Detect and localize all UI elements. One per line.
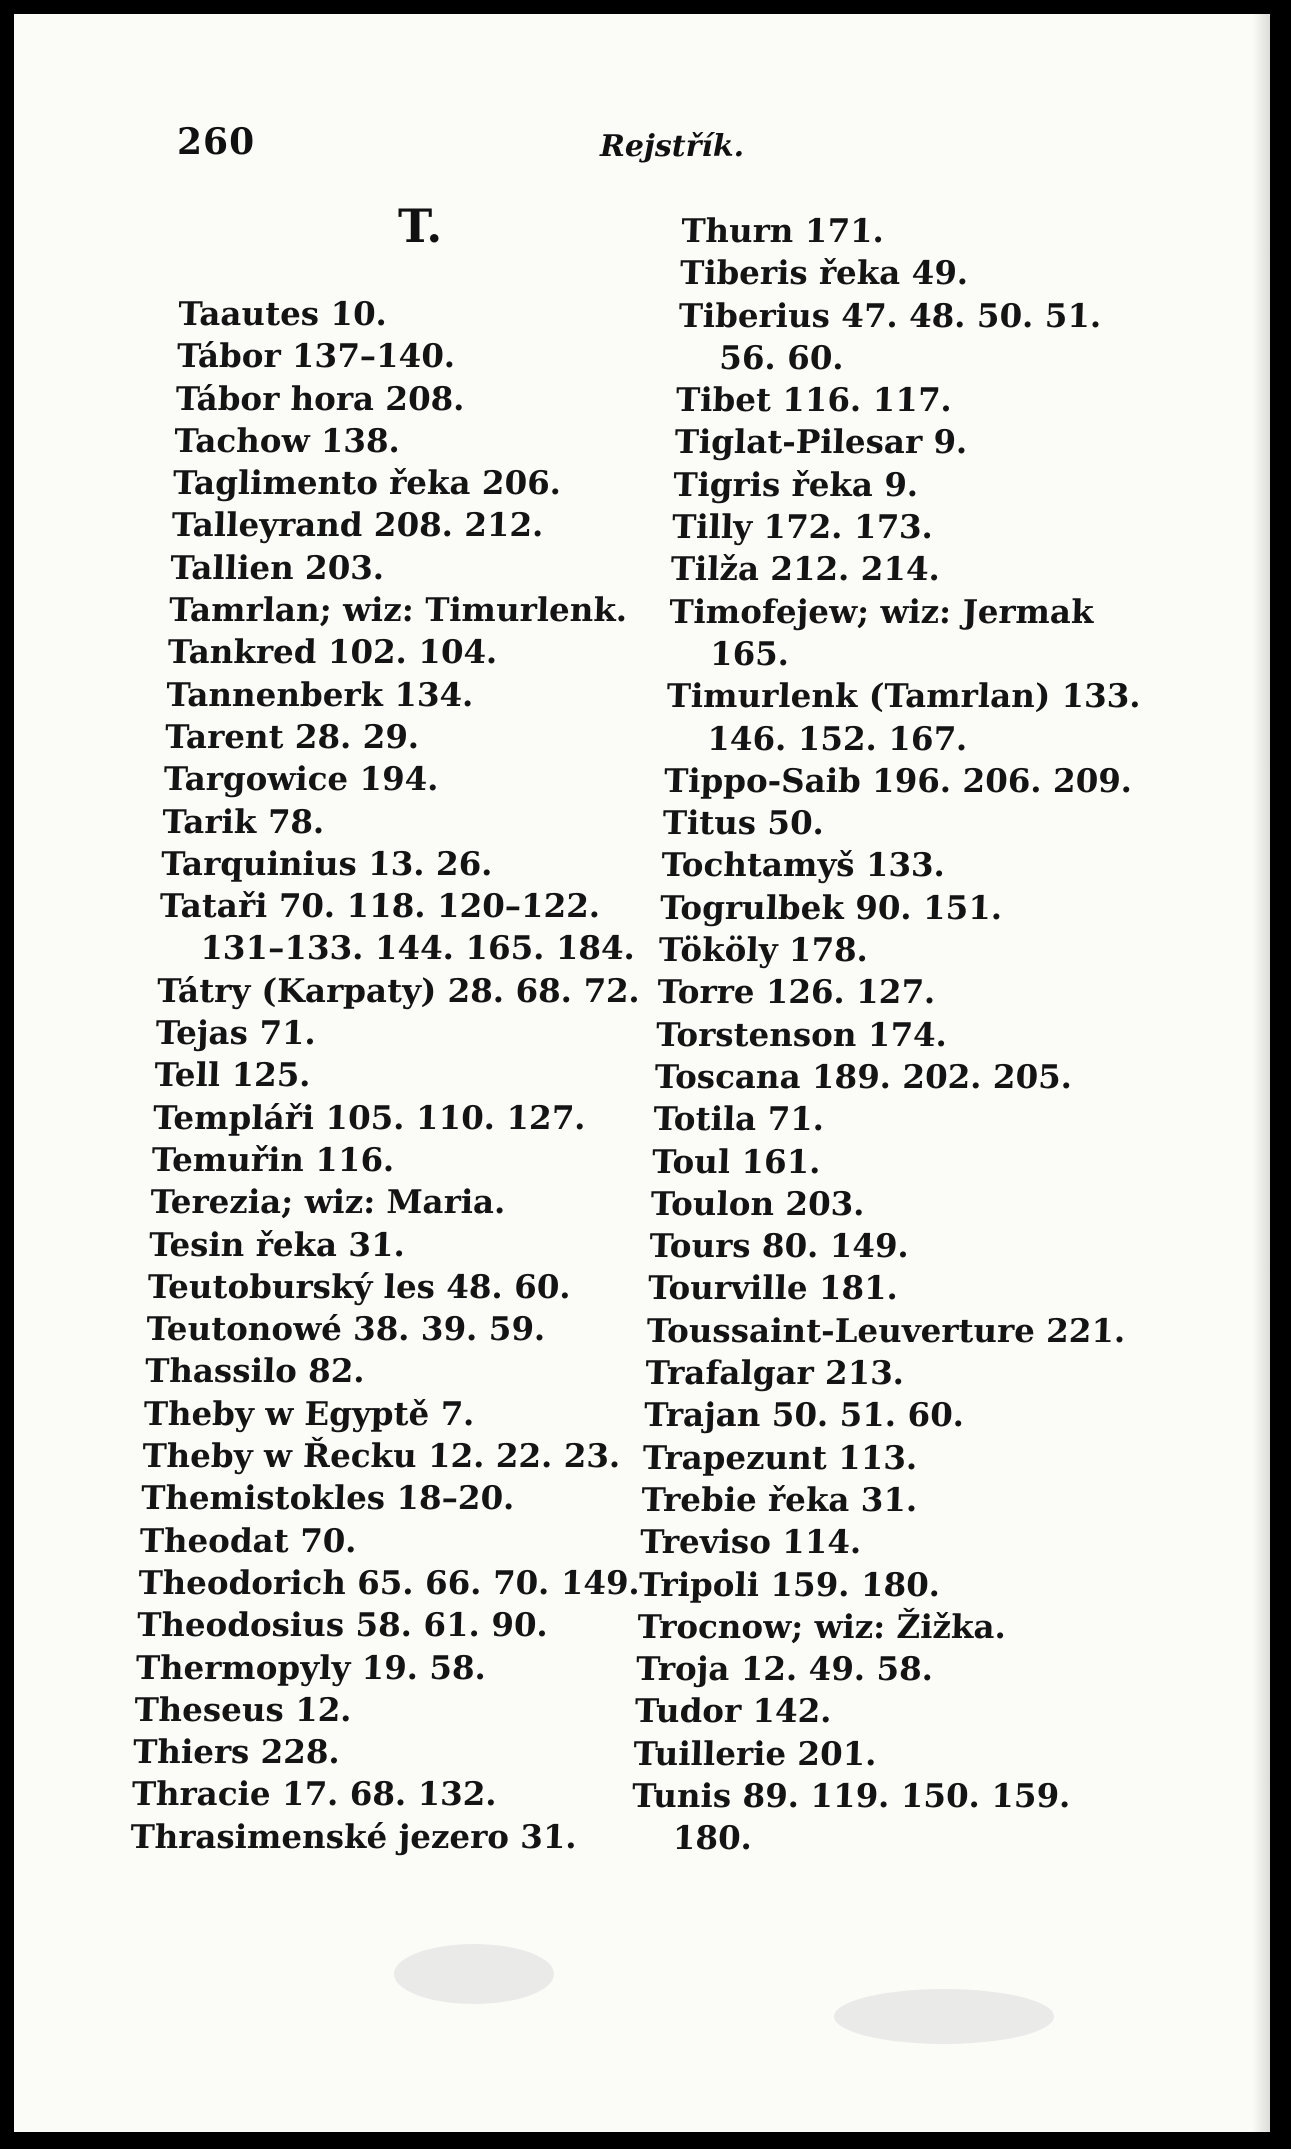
paper-smudge xyxy=(394,1944,554,2004)
index-entry: Tököly 178. xyxy=(658,930,869,970)
index-entry: Terezia; wiz: Maria. xyxy=(149,1182,507,1222)
book-page xyxy=(14,14,1270,2132)
index-entry: Teutoburský les 48. 60. xyxy=(147,1266,572,1306)
index-entry: Tudor 142. xyxy=(634,1691,833,1731)
index-entry: Taglimento řeka 206. xyxy=(172,463,562,503)
page-number: 260 xyxy=(177,121,256,163)
index-entry-continuation: 180. xyxy=(672,1818,753,1858)
index-entry: Tiglat-Pilesar 9. xyxy=(674,422,969,462)
index-entry: Temuřin 116. xyxy=(151,1139,396,1179)
index-entry: Tiberius 47. 48. 50. 51. xyxy=(678,295,1103,335)
index-entry: Tippo-Saib 196. 206. 209. xyxy=(663,760,1133,800)
index-entry: Thassilo 82. xyxy=(144,1351,366,1391)
index-entry: Toulon 203. xyxy=(650,1183,866,1223)
index-entry: Torre 126. 127. xyxy=(656,972,937,1012)
index-entry: Tripoli 159. 180. xyxy=(638,1564,941,1604)
paper-smudge xyxy=(834,1989,1054,2044)
index-entry: Tilly 172. 173. xyxy=(671,507,934,547)
index-entry: Talleyrand 208. 212. xyxy=(171,505,545,545)
index-entry: Trafalgar 213. xyxy=(644,1353,905,1393)
index-entry: Toscana 189. 202. 205. xyxy=(654,1056,1073,1096)
index-entry: Trocnow; wiz: Žižka. xyxy=(636,1606,1007,1646)
index-entry: Totila 71. xyxy=(652,1099,825,1139)
index-entry: Themistokles 18–20. xyxy=(140,1478,516,1518)
index-entry: Tourville 181. xyxy=(647,1268,899,1308)
index-entry: Tábor hora 208. xyxy=(175,378,466,418)
index-entry: Thiers 228. xyxy=(132,1732,341,1772)
index-entry: Tigris řeka 9. xyxy=(672,464,919,504)
index-entry: Tankred 102. 104. xyxy=(167,632,499,672)
index-entry: Tuillerie 201. xyxy=(632,1733,878,1773)
index-entry: Templáři 105. 110. 127. xyxy=(152,1097,587,1137)
index-entry: Trebie řeka 31. xyxy=(640,1479,919,1519)
index-column-left xyxy=(130,293,681,1858)
index-entry: Tesin řeka 31. xyxy=(148,1224,406,1264)
index-entry: Trajan 50. 51. 60. xyxy=(643,1395,965,1435)
index-entry: Timofejew; wiz: Jermak xyxy=(668,591,1095,631)
index-entry: Theseus 12. xyxy=(133,1689,353,1729)
index-entry: Tataři 70. 118. 120–122. xyxy=(159,886,601,926)
index-entry: Timurlenk (Tamrlan) 133. xyxy=(666,676,1142,716)
index-entry: Tejas 71. xyxy=(155,1013,317,1053)
index-entry: Trapezunt 113. xyxy=(642,1437,919,1477)
index-entry: Tochtamyš 133. xyxy=(660,845,946,885)
section-letter: T. xyxy=(398,199,443,253)
index-entry: Tiberis řeka 49. xyxy=(679,253,969,293)
index-entry: Tunis 89. 119. 150. 159. xyxy=(631,1775,1072,1815)
index-entry: Tours 80. 149. xyxy=(648,1226,910,1266)
index-entry: Theby w Egyptě 7. xyxy=(143,1393,476,1433)
index-entry: Torstenson 174. xyxy=(655,1014,948,1054)
index-entry: Targowice 194. xyxy=(163,759,440,799)
index-entry-continuation: 131–133. 144. 165. 184. xyxy=(199,928,636,968)
index-entry: Toussaint-Leuverture 221. xyxy=(646,1310,1127,1350)
index-entry: Tibet 116. 117. xyxy=(675,380,953,420)
index-entry: Titus 50. xyxy=(662,803,825,843)
index-entry: Tábor 137–140. xyxy=(176,336,456,376)
index-entry-continuation: 165. xyxy=(709,633,790,673)
index-entry: Toul 161. xyxy=(651,1141,822,1181)
page-edge-shadow xyxy=(1252,14,1270,2132)
index-entry: Thermopyly 19. 58. xyxy=(135,1647,487,1687)
index-entry: Troja 12. 49. 58. xyxy=(635,1649,934,1689)
index-entry: Theodorich 65. 66. 70. 149. xyxy=(137,1562,641,1602)
index-entry: Taautes 10. xyxy=(177,294,388,333)
index-entry: Tell 125. xyxy=(153,1055,312,1095)
index-entry: Tannenberk 134. xyxy=(165,674,475,714)
index-entry-continuation: 56. 60. xyxy=(718,337,845,377)
index-entry: Thrasimenské jezero 31. xyxy=(129,1816,578,1856)
index-entry: Tilža 212. 214. xyxy=(670,549,941,589)
index-entry: Theodat 70. xyxy=(139,1520,358,1560)
index-entry: Togrulbek 90. 151. xyxy=(659,887,1003,927)
index-column-right xyxy=(630,210,1160,1860)
index-entry: Tarent 28. 29. xyxy=(164,716,420,756)
index-entry: Thracie 17. 68. 132. xyxy=(131,1774,498,1814)
index-entry: Tátry (Karpaty) 28. 68. 72. xyxy=(156,970,641,1010)
index-entry: Theodosius 58. 61. 90. xyxy=(136,1605,549,1645)
index-entry: Treviso 114. xyxy=(639,1522,863,1562)
index-entry: Tachow 138. xyxy=(173,420,401,460)
index-entry: Tarquinius 13. 26. xyxy=(160,843,494,883)
index-entry: Tamrlan; wiz: Timurlenk. xyxy=(168,590,628,630)
index-entry: Teutonowé 38. 39. 59. xyxy=(145,1309,547,1349)
index-entry: Tallien 203. xyxy=(169,547,385,587)
index-entry: Theby w Řecku 12. 22. 23. xyxy=(141,1436,621,1476)
index-entry-continuation: 146. 152. 167. xyxy=(706,718,969,758)
running-title: Rejstřík. xyxy=(600,129,745,164)
index-entry: Tarik 78. xyxy=(161,801,326,841)
index-entry: Thurn 171. xyxy=(680,211,885,250)
